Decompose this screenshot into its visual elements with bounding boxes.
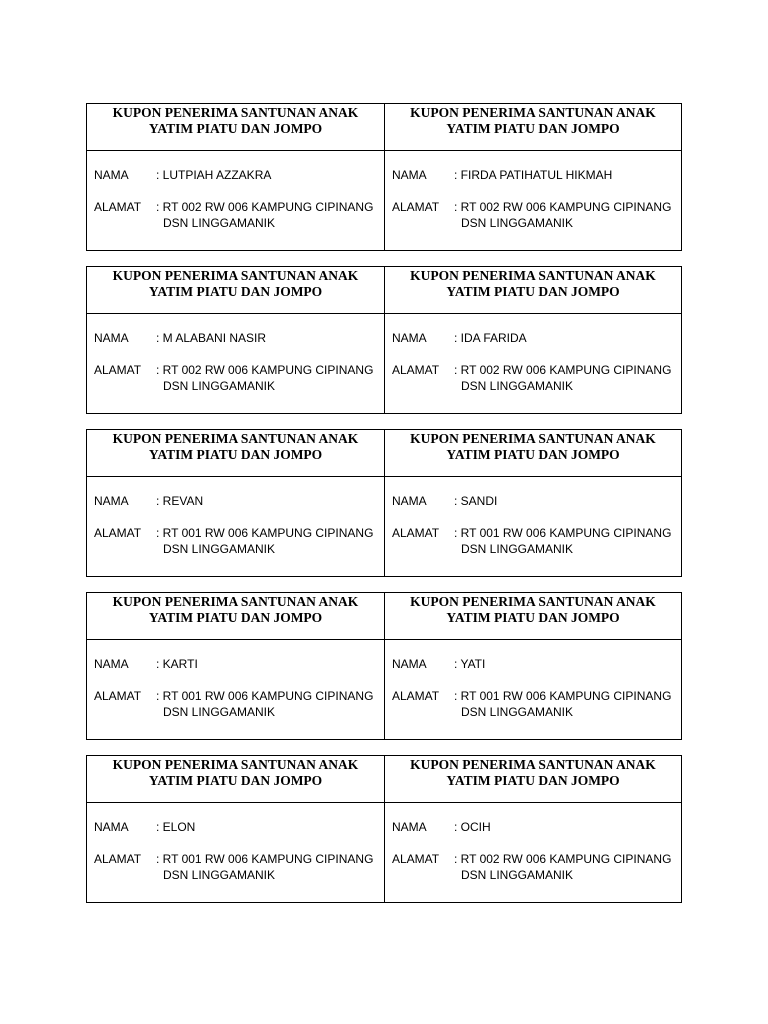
address-line-1: : RT 001 RW 006 KAMPUNG CIPINANG [156,852,374,866]
address-field [94,199,384,231]
address-field [94,688,384,720]
address-label: ALAMAT [392,363,440,377]
address-field [392,199,681,231]
address-line-2: DSN LINGGAMANIK [163,705,276,719]
coupon-body [87,803,384,883]
address-line-2: DSN LINGGAMANIK [461,542,574,556]
name-label: NAMA [392,168,427,182]
address-line-2: DSN LINGGAMANIK [163,216,276,230]
coupon-title: KUPON PENERIMA SANTUNAN ANAK [410,268,656,283]
address-line-1: : RT 002 RW 006 KAMPUNG CIPINANG [156,363,374,377]
address-line-1: : RT 001 RW 006 KAMPUNG CIPINANG [454,526,672,540]
coupon-card [87,430,384,576]
name-value [156,656,384,672]
address-label: ALAMAT [94,852,142,866]
address-value [454,525,681,557]
name-value [454,330,681,346]
address-label: ALAMAT [94,363,142,377]
name-label: NAMA [94,331,129,345]
coupon-subtitle: YATIM PIATU DAN JOMPO [148,121,323,136]
coupon-subtitle: YATIM PIATU DAN JOMPO [446,447,620,462]
name-label: NAMA [392,331,427,345]
address-line-1: : RT 001 RW 006 KAMPUNG CIPINANG [156,526,374,540]
coupon-title: KUPON PENERIMA SANTUNAN ANAK [112,105,359,120]
coupon-card [384,430,681,576]
coupon-card [384,267,681,413]
name-field [392,330,681,346]
address-line-1: : RT 002 RW 006 KAMPUNG CIPINANG [454,200,672,214]
name-field [392,493,681,509]
name-field [94,819,384,835]
coupon-body [385,640,681,720]
name-text: : OCIH [454,820,491,834]
coupon-title: KUPON PENERIMA SANTUNAN ANAK [112,757,359,772]
address-value [156,199,384,231]
address-line-2: DSN LINGGAMANIK [461,705,574,719]
address-field [392,851,681,883]
name-text: : IDA FARIDA [454,331,527,345]
coupon-subtitle: YATIM PIATU DAN JOMPO [446,284,620,299]
coupon-body [385,803,681,883]
coupon-title: KUPON PENERIMA SANTUNAN ANAK [410,105,656,120]
address-field [94,525,384,557]
coupon-title: KUPON PENERIMA SANTUNAN ANAK [112,268,359,283]
name-value [156,330,384,346]
coupon-header [87,593,384,640]
name-field [94,656,384,672]
address-label: ALAMAT [392,526,440,540]
name-text: : ELON [156,820,196,834]
coupon-body [87,640,384,720]
coupon-header [385,593,681,640]
coupon-card [384,104,681,250]
address-value [454,362,681,394]
address-line-1: : RT 002 RW 006 KAMPUNG CIPINANG [156,200,374,214]
name-label: NAMA [392,494,427,508]
address-value [156,851,384,883]
coupon-subtitle: YATIM PIATU DAN JOMPO [446,610,620,625]
name-field [94,330,384,346]
coupon-header [385,267,681,314]
coupon-card [384,593,681,739]
coupon-body [385,477,681,557]
coupon-card [87,756,384,902]
address-value [454,688,681,720]
address-line-1: : RT 001 RW 006 KAMPUNG CIPINANG [454,689,672,703]
name-label: NAMA [392,820,427,834]
coupon-body [87,151,384,231]
coupon-title: KUPON PENERIMA SANTUNAN ANAK [410,431,656,446]
name-field [94,493,384,509]
address-label: ALAMAT [94,689,142,703]
coupon-header [385,756,681,803]
name-text: : YATI [454,657,486,671]
coupon-subtitle: YATIM PIATU DAN JOMPO [148,610,323,625]
name-field [94,167,384,183]
coupon-title: KUPON PENERIMA SANTUNAN ANAK [410,594,656,609]
name-value [156,167,384,183]
coupon-title: KUPON PENERIMA SANTUNAN ANAK [410,757,656,772]
coupon-body [87,477,384,557]
name-field [392,819,681,835]
name-label: NAMA [94,657,129,671]
address-line-1: : RT 001 RW 006 KAMPUNG CIPINANG [156,689,374,703]
coupon-header [385,430,681,477]
coupon-card [384,756,681,902]
address-value [156,688,384,720]
address-field [392,688,681,720]
address-label: ALAMAT [94,526,142,540]
name-text: : KARTI [156,657,198,671]
coupon-row [86,266,682,414]
coupon-card [87,593,384,739]
name-value [454,167,681,183]
coupon-header [87,267,384,314]
address-field [392,362,681,394]
address-label: ALAMAT [392,200,440,214]
name-value [454,819,681,835]
coupon-body [385,314,681,394]
coupon-title: KUPON PENERIMA SANTUNAN ANAK [112,431,359,446]
address-label: ALAMAT [392,689,440,703]
coupon-subtitle: YATIM PIATU DAN JOMPO [446,121,620,136]
name-text: : FIRDA PATIHATUL HIKMAH [454,168,613,182]
address-value [156,525,384,557]
name-field [392,656,681,672]
address-line-2: DSN LINGGAMANIK [461,216,574,230]
name-value [454,493,681,509]
address-value [454,199,681,231]
address-line-2: DSN LINGGAMANIK [461,379,574,393]
address-value [156,362,384,394]
coupon-row [86,429,682,577]
address-label: ALAMAT [392,852,440,866]
coupon-row [86,592,682,740]
name-label: NAMA [94,168,129,182]
name-label: NAMA [94,494,129,508]
name-value [454,656,681,672]
coupon-title: KUPON PENERIMA SANTUNAN ANAK [112,594,359,609]
address-line-1: : RT 002 RW 006 KAMPUNG CIPINANG [454,852,672,866]
coupon-header [87,756,384,803]
name-field [392,167,681,183]
coupon-row [86,103,682,251]
coupon-header [87,104,384,151]
name-value [156,493,384,509]
coupon-row [86,755,682,903]
address-field [94,851,384,883]
coupon-header [385,104,681,151]
coupon-card [87,104,384,250]
address-line-2: DSN LINGGAMANIK [163,868,276,882]
name-text: : REVAN [156,494,204,508]
coupon-body [385,151,681,231]
name-text: : SANDI [454,494,498,508]
name-text: : LUTPIAH AZZAKRA [156,168,272,182]
coupon-sheet [86,103,682,918]
address-line-2: DSN LINGGAMANIK [163,542,276,556]
name-text: : M ALABANI NASIR [156,331,267,345]
name-label: NAMA [94,820,129,834]
address-line-2: DSN LINGGAMANIK [163,379,276,393]
address-label: ALAMAT [94,200,142,214]
coupon-header [87,430,384,477]
coupon-subtitle: YATIM PIATU DAN JOMPO [148,447,323,462]
address-line-1: : RT 002 RW 006 KAMPUNG CIPINANG [454,363,672,377]
coupon-subtitle: YATIM PIATU DAN JOMPO [148,773,323,788]
coupon-subtitle: YATIM PIATU DAN JOMPO [446,773,620,788]
name-value [156,819,384,835]
address-field [392,525,681,557]
address-field [94,362,384,394]
coupon-body [87,314,384,394]
address-line-2: DSN LINGGAMANIK [461,868,574,882]
address-value [454,851,681,883]
coupon-subtitle: YATIM PIATU DAN JOMPO [148,284,323,299]
coupon-card [87,267,384,413]
name-label: NAMA [392,657,427,671]
